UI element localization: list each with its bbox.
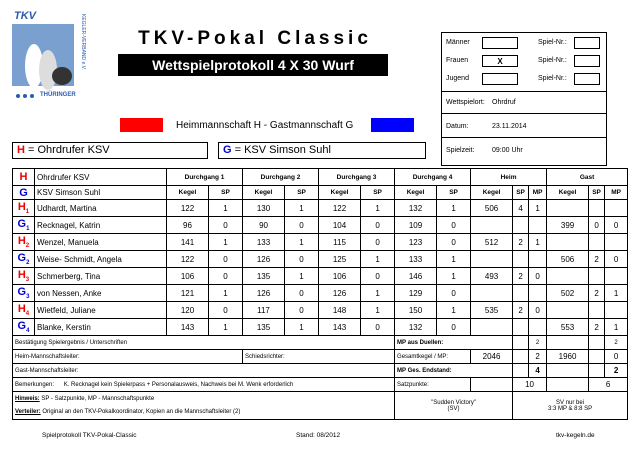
table-row (13, 285, 628, 302)
header-durchgang-3: Durchgang 3 (319, 169, 395, 186)
kegel-value: 106 (319, 268, 361, 285)
kegel-value: 143 (167, 319, 209, 336)
field-spiel-nr-1[interactable] (574, 37, 600, 49)
kegel-value: 96 (167, 217, 209, 234)
sudden-victory-abbr: (SV) (447, 405, 460, 412)
checkbox-maenner[interactable] (482, 37, 518, 49)
player-tag: $G_4$ (13, 319, 35, 336)
mp-duellen-home: 2 (529, 336, 547, 350)
g-header-tag: G (13, 186, 35, 200)
mp-gesamt-label: MP Ges. Endstand: (395, 364, 513, 378)
sp-value: 1 (285, 234, 319, 251)
label-spiel-nr-3: Spiel-Nr.: (538, 75, 567, 82)
footer-left: Spielprotokoll TKV-Pokal-Classic (42, 432, 137, 439)
table-row (13, 251, 628, 268)
heim-mp: 0 (529, 268, 547, 285)
kegel-value: 146 (395, 268, 437, 285)
table-row (13, 200, 628, 217)
gast-mp: 0 (605, 217, 628, 234)
sp-value: 0 (209, 302, 243, 319)
gesamtkegel-label: Gesamtkegel / MP: (395, 350, 471, 364)
col-kegel: Kegel (319, 186, 361, 200)
player-name: Udhardt, Martina (35, 200, 167, 217)
value-datum: 23.11.2014 (492, 123, 527, 130)
gast-mp: 1 (605, 319, 628, 336)
col-sp: SP (361, 186, 395, 200)
logo-abbr: TKV (14, 10, 36, 22)
remarks-text: K. Recknagel kein Spielerpass + Personalausweis, Nachweis bei M. Wenk erforderlich (63, 381, 294, 388)
sp-value: 0 (285, 251, 319, 268)
col-mp: MP (529, 186, 547, 200)
sp-value: 0 (209, 251, 243, 268)
kegel-value: 109 (395, 217, 437, 234)
kegel-value: 133 (395, 251, 437, 268)
gast-total: 399 (547, 217, 589, 234)
tkv-logo (12, 10, 98, 106)
home-color-swatch (120, 118, 163, 132)
player-name: Blanke, Kerstin (35, 319, 167, 336)
h-team-cell: Ohrdrufer KSV (35, 169, 167, 186)
sp-value: 1 (437, 268, 471, 285)
label-jugend: Jugend (446, 75, 469, 82)
label-zeit: Spielzeit: (446, 147, 475, 154)
player-name: Schmerberg, Tina (35, 268, 167, 285)
player-name: Wenzel, Manuela (35, 234, 167, 251)
kegel-value: 120 (167, 302, 209, 319)
match-info-box (441, 32, 607, 166)
kegel-value: 148 (319, 302, 361, 319)
gast-mp: 1 (605, 285, 628, 302)
distribution-label: Verteiler: (15, 409, 41, 416)
col-sp: SP (589, 186, 605, 200)
satzpunkte-label: Satzpunkte: (395, 378, 471, 392)
kegel-value: 135 (243, 268, 285, 285)
col-kegel: Kegel (167, 186, 209, 200)
sp-value: 1 (209, 319, 243, 336)
gesamt-home: 2046 (471, 350, 513, 364)
sv-note: SV nur bei (556, 399, 585, 406)
field-spiel-nr-2[interactable] (574, 55, 600, 67)
sp-value: 1 (285, 200, 319, 217)
sp-value: 0 (361, 319, 395, 336)
field-spiel-nr-3[interactable] (574, 73, 600, 85)
gast-sp: 2 (589, 285, 605, 302)
sp-value: 1 (361, 302, 395, 319)
sp-value: 1 (361, 285, 395, 302)
kegel-value: 122 (167, 200, 209, 217)
sp-value: 0 (437, 319, 471, 336)
heim-mp: 0 (529, 302, 547, 319)
kegel-value: 121 (167, 285, 209, 302)
page-title: TKV-Pokal Classic (138, 28, 372, 49)
label-datum: Datum: (446, 123, 469, 130)
col-sp: SP (437, 186, 471, 200)
g-team-cell: KSV Simson Suhl (35, 186, 167, 200)
footer-mid: Stand: 08/2012 (296, 432, 341, 439)
hint-text: SP - Satzpunkte, MP - Mannschaftspunkte (39, 395, 155, 402)
sp-value: 0 (361, 234, 395, 251)
sp-value: 1 (285, 268, 319, 285)
mp-duellen-label: MP aus Duellen: (395, 336, 513, 350)
teams-legend: Heimmannschaft H - Gastmannschaft G (176, 120, 354, 131)
kegel-value: 90 (243, 217, 285, 234)
h-header-tag: H (13, 169, 35, 186)
table-row (13, 268, 628, 285)
guest-team-box (218, 142, 426, 159)
guest-color-swatch (371, 118, 414, 132)
player-tag: $G_2$ (13, 251, 35, 268)
value-zeit: 09:00 Uhr (492, 147, 523, 154)
kegel-value: 143 (319, 319, 361, 336)
col-kegel: Kegel (243, 186, 285, 200)
guest-team-name: = KSV Simson Suhl (231, 144, 331, 156)
header-durchgang-2: Durchgang 2 (243, 169, 319, 186)
sudden-victory: "Sudden Victory" (431, 399, 476, 406)
sv-note-rule: 3:3 MP & 8:8 SP (547, 405, 593, 412)
value-ort: Ohrdruf (492, 99, 516, 106)
kegel-value: 123 (395, 234, 437, 251)
sp-value: 0 (209, 217, 243, 234)
kegel-value: 133 (243, 234, 285, 251)
referee-label: Schiedsrichter: (243, 350, 395, 364)
kegel-value: 130 (243, 200, 285, 217)
heim-sp: 2 (513, 268, 529, 285)
gast-total: 502 (547, 285, 589, 302)
kegel-value: 115 (319, 234, 361, 251)
kegel-value: 126 (319, 285, 361, 302)
player-name: Wietfeld, Juliane (35, 302, 167, 319)
sp-value: 1 (437, 251, 471, 268)
player-tag: $H_1$ (13, 200, 35, 217)
heim-total: 512 (471, 234, 513, 251)
remarks-label: Bemerkungen: (15, 381, 55, 388)
gesamt-home-mp: 2 (529, 350, 547, 364)
home-leader-label: Heim-Mannschaftsleiter: (13, 350, 243, 364)
col-sp: SP (513, 186, 529, 200)
sp-value: 1 (209, 285, 243, 302)
heim-total: 493 (471, 268, 513, 285)
page-subtitle: Wettspielprotokoll 4 X 30 Wurf (118, 54, 388, 76)
sp-value: 0 (361, 217, 395, 234)
kegel-value: 122 (167, 251, 209, 268)
player-name: von Nessen, Anke (35, 285, 167, 302)
gast-sp: 2 (589, 251, 605, 268)
col-kegel: Kegel (395, 186, 437, 200)
gast-total: 553 (547, 319, 589, 336)
sp-value: 0 (285, 217, 319, 234)
header-durchgang-4: Durchgang 4 (395, 169, 471, 186)
player-tag: $H_3$ (13, 268, 35, 285)
kegel-value: 135 (243, 319, 285, 336)
sp-value: 1 (361, 251, 395, 268)
gast-sp: 0 (589, 217, 605, 234)
kegel-value: 106 (167, 268, 209, 285)
sp-value: 0 (285, 302, 319, 319)
header-durchgang-1: Durchgang 1 (167, 169, 243, 186)
checkbox-jugend[interactable] (482, 73, 518, 85)
sp-value: 0 (209, 268, 243, 285)
label-frauen: Frauen (446, 57, 469, 64)
col-mp: MP (605, 186, 628, 200)
col-sp: SP (209, 186, 243, 200)
table-row (13, 319, 628, 336)
mp-gesamt-home: 4 (529, 364, 547, 378)
satz-home: 10 (513, 378, 547, 392)
sp-value: 0 (285, 285, 319, 302)
gesamt-guest: 1960 (547, 350, 589, 364)
heim-sp: 2 (513, 302, 529, 319)
table-row (13, 302, 628, 319)
player-tag: $H_2$ (13, 234, 35, 251)
gesamt-guest-mp: 0 (605, 350, 628, 364)
label-maenner: Männer (446, 39, 470, 46)
home-letter: H (17, 144, 25, 156)
sp-value: 0 (361, 268, 395, 285)
table-row (13, 217, 628, 234)
guest-leader-label: Gast-Mannschaftsleiter: (13, 364, 395, 378)
guest-letter: G (223, 144, 232, 156)
kegel-value: 150 (395, 302, 437, 319)
sp-value: 0 (437, 285, 471, 302)
kegel-value: 117 (243, 302, 285, 319)
kegel-value: 126 (243, 285, 285, 302)
sp-value: 1 (285, 319, 319, 336)
heim-total: 506 (471, 200, 513, 217)
logo-side-text: KEGLER-VERBAND e.V. (80, 14, 86, 70)
kegel-value: 104 (319, 217, 361, 234)
label-spiel-nr-2: Spiel-Nr.: (538, 57, 567, 64)
label-ort: Wettspielort: (446, 99, 485, 106)
player-tag: $G_1$ (13, 217, 35, 234)
heim-mp: 1 (529, 234, 547, 251)
player-tag: $H_4$ (13, 302, 35, 319)
gast-mp: 0 (605, 251, 628, 268)
kegel-value: 122 (319, 200, 361, 217)
logo-bottom-text: THÜRINGER (40, 92, 76, 98)
gast-sp: 2 (589, 319, 605, 336)
checkbox-frauen[interactable]: X (482, 55, 518, 67)
footer-right: tkv-kegeln.de (556, 432, 595, 439)
mp-gesamt-guest: 2 (605, 364, 628, 378)
sp-value: 0 (437, 234, 471, 251)
sp-value: 1 (209, 234, 243, 251)
kegel-value: 141 (167, 234, 209, 251)
satz-guest: 6 (589, 378, 628, 392)
home-team-box (12, 142, 208, 159)
col-kegel: Kegel (471, 186, 513, 200)
col-sp: SP (285, 186, 319, 200)
distribution-text: Original an den TKV-Pokalkoordinator, Kopien an die Mannschaftsleiter (2) (40, 409, 241, 416)
heim-sp: 2 (513, 234, 529, 251)
hint-label: Hinweis: (15, 395, 40, 402)
kegel-value: 132 (395, 200, 437, 217)
kegel-value: 129 (395, 285, 437, 302)
player-tag: $G_3$ (13, 285, 35, 302)
sp-value: 0 (437, 217, 471, 234)
gast-total: 506 (547, 251, 589, 268)
player-name: Recknagel, Katrin (35, 217, 167, 234)
confirmation-label: Bestätigung Spielergebnis / Unterschriften (13, 336, 395, 350)
sp-value: 1 (437, 200, 471, 217)
kegel-value: 126 (243, 251, 285, 268)
heim-mp: 1 (529, 200, 547, 217)
sp-value: 1 (437, 302, 471, 319)
header-gast: Gast (547, 169, 628, 186)
table-row (13, 234, 628, 251)
header-heim: Heim (471, 169, 547, 186)
mp-duellen-guest: 2 (605, 336, 628, 350)
heim-sp: 4 (513, 200, 529, 217)
home-team-name: = Ohrdrufer KSV (24, 144, 110, 156)
kegel-value: 125 (319, 251, 361, 268)
heim-total: 535 (471, 302, 513, 319)
kegel-value: 132 (395, 319, 437, 336)
score-table (12, 168, 628, 420)
player-name: Weise- Schmidt, Angela (35, 251, 167, 268)
col-kegel: Kegel (547, 186, 589, 200)
label-spiel-nr-1: Spiel-Nr.: (538, 39, 567, 46)
sp-value: 1 (209, 200, 243, 217)
sp-value: 1 (361, 200, 395, 217)
